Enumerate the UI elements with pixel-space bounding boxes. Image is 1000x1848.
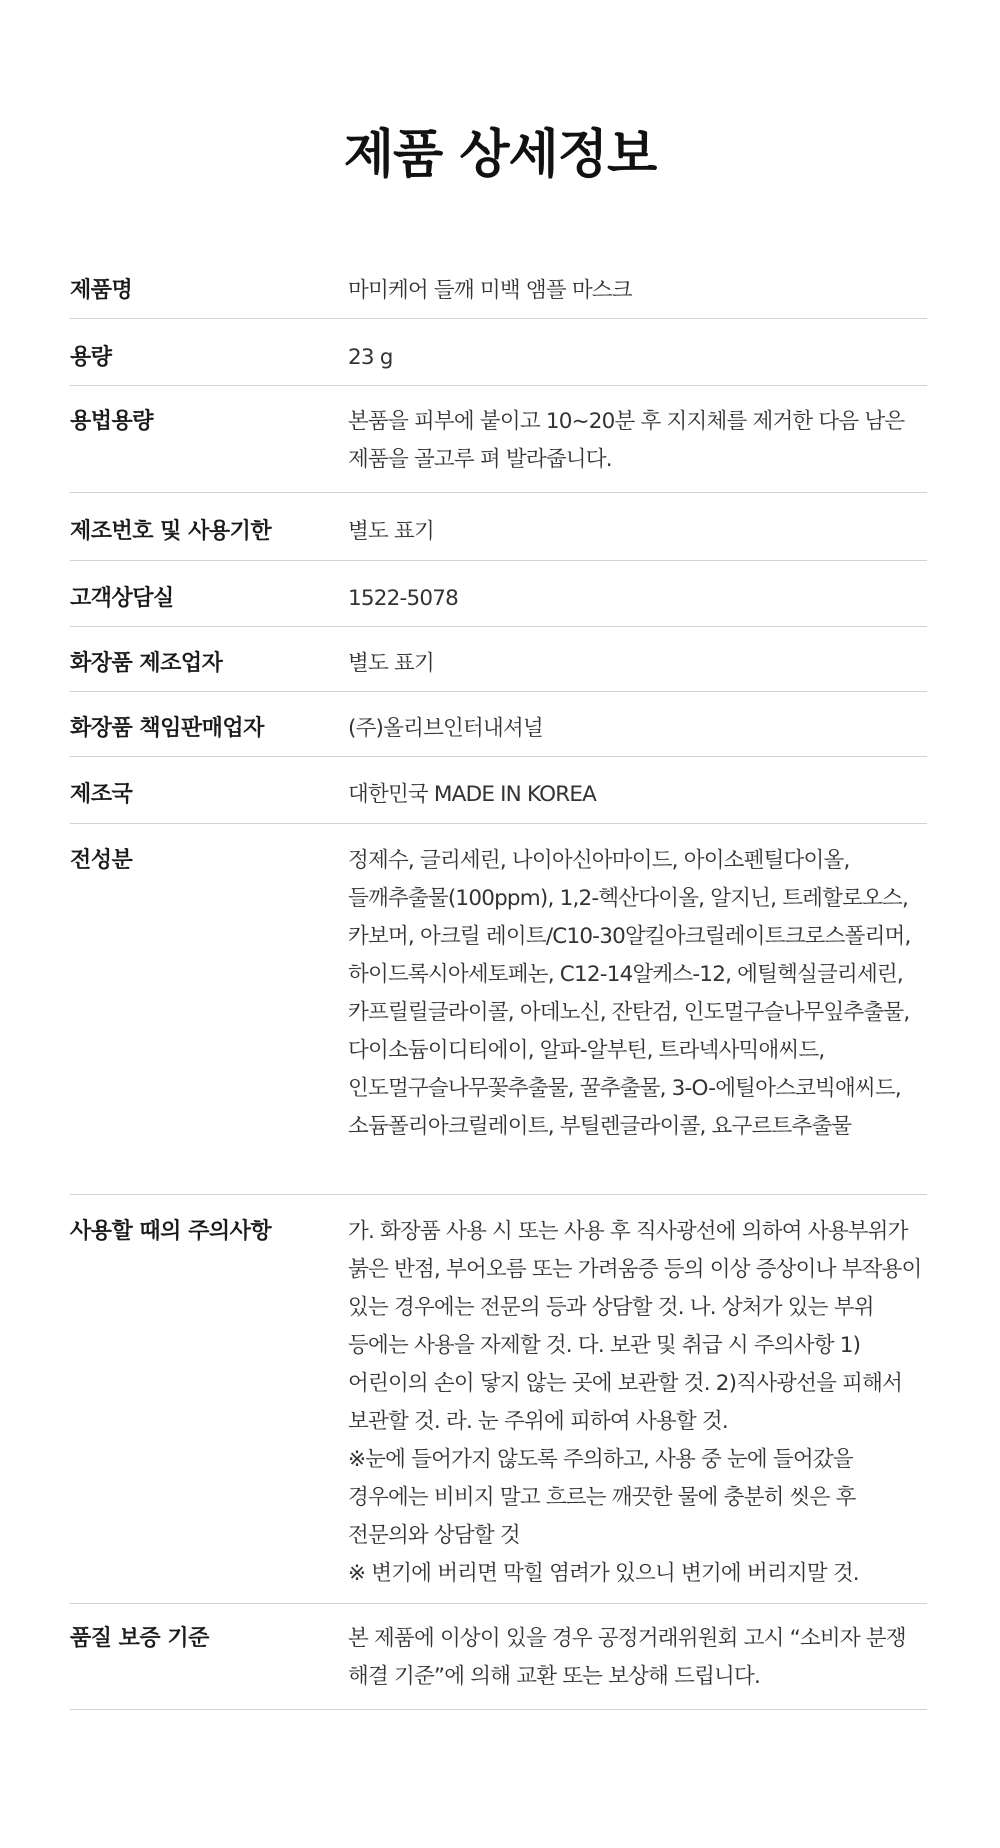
spec-value-text: 1522-5078	[348, 586, 458, 611]
spec-value-text: ※ 변기에 버리면 막힐 염려가 있으니 변기에 버리지말 것.	[348, 1561, 859, 1586]
spec-value-text: 정제수, 글리세린, 나이아신아마이드, 아이소펜틸다이올, 들깨추출물(100ppm), 1,2-헥산다이올, 알지닌, 트레할로오스, 카보머, 아크릴 레이트/C10-30알킬아크릴레이트크로스폴리머, 하이드록시아세토페논, C12-14알케스-12, 에틸헥실글리세린, 카프릴릴글라이콜, 아데노신, 잔탄검, 인도멀구슬나무잎추출물, 다이소듐이디티에이, 알파-알부틴, 트라넥사믹애씨드, 인도멀구슬나무꽃추출물, 꿀추출물, 3-O-에틸아스코빅애씨드, 소듐폴리아크릴레이트, 부틸렌글라이콜, 요구르트추출물	[348, 848, 911, 1139]
spec-label: 고객상담실	[70, 586, 174, 611]
page-title: 제품 상세정보	[343, 125, 657, 185]
spec-row-manufacturer	[70, 627, 927, 692]
spec-label: 화장품 책임판매업자	[70, 716, 264, 741]
spec-value-text: 23 g	[348, 345, 393, 370]
spec-value	[348, 580, 927, 626]
spec-value-text: ※눈에 들어가지 않도록 주의하고, 사용 중 눈에 들어갔을 경우에는 비비지 말고 흐르는 깨끗한 물에 충분히 씻은 후 전문의와 상담할 것	[348, 1447, 856, 1548]
spec-value-text: 마미케어 들깨 미백 앰플 마스크	[348, 278, 632, 303]
spec-label: 제조번호 및 사용기한	[70, 519, 272, 544]
spec-value	[348, 339, 927, 385]
spec-value	[348, 272, 927, 318]
spec-value-text: 별도 표기	[348, 519, 434, 544]
spec-row-ingredients	[70, 824, 927, 1195]
spec-value	[348, 1213, 927, 1603]
product-spec-table	[70, 252, 927, 1710]
spec-row-country	[70, 757, 927, 824]
spec-row-lot-expiry	[70, 493, 927, 561]
spec-label: 제품명	[70, 278, 133, 303]
spec-value-text: 본 제품에 이상이 있을 경우 공정거래위원회 고시 “소비자 분쟁 해결 기준”에 의해 교환 또는 보상해 드립니다.	[348, 1626, 906, 1689]
spec-value	[348, 513, 927, 560]
spec-value-text: (주)올리브인터내셔널	[348, 716, 543, 741]
spec-value	[348, 710, 927, 756]
spec-value	[348, 1620, 927, 1709]
spec-value-text: 본품을 피부에 붙이고 10~20분 후 지지체를 제거한 다음 남은 제품을 골고루 펴 발라줍니다.	[348, 409, 905, 472]
spec-value-text: 가. 화장품 사용 시 또는 사용 후 직사광선에 의하여 사용부위가 붉은 반점, 부어오름 또는 가려움증 등의 이상 증상이나 부작용이 있는 경우에는 전문의 등과 상담할 것. 나. 상처가 있는 부위 등에는 사용을 자제할 것. 다. 보관 및 취급 시 주의사항 1) 어린이의 손이 닿지 않는 곳에 보관할 것. 2)직사광선을 피해서 보관할 것. 라. 눈 주위에 피하여 사용할 것.	[348, 1219, 922, 1434]
spec-row-precautions	[70, 1195, 927, 1604]
spec-value	[348, 842, 927, 1194]
spec-label: 용법용량	[70, 409, 154, 434]
spec-label: 사용할 때의 주의사항	[70, 1219, 272, 1244]
spec-value	[348, 776, 927, 823]
spec-row-distributor	[70, 692, 927, 757]
spec-label: 품질 보증 기준	[70, 1626, 209, 1651]
spec-label: 전성분	[70, 848, 133, 873]
spec-label: 화장품 제조업자	[70, 651, 223, 676]
spec-label: 제조국	[70, 782, 133, 807]
spec-row-volume	[70, 319, 927, 386]
spec-row-product-name	[70, 252, 927, 319]
spec-value	[348, 403, 927, 492]
spec-value	[348, 645, 927, 691]
spec-value-text: 대한민국 MADE IN KOREA	[348, 782, 597, 807]
spec-row-quality-guarantee	[70, 1604, 927, 1710]
spec-value-text: 별도 표기	[348, 651, 434, 676]
spec-row-customer-center	[70, 561, 927, 627]
spec-label: 용량	[70, 345, 112, 370]
spec-row-usage	[70, 386, 927, 493]
